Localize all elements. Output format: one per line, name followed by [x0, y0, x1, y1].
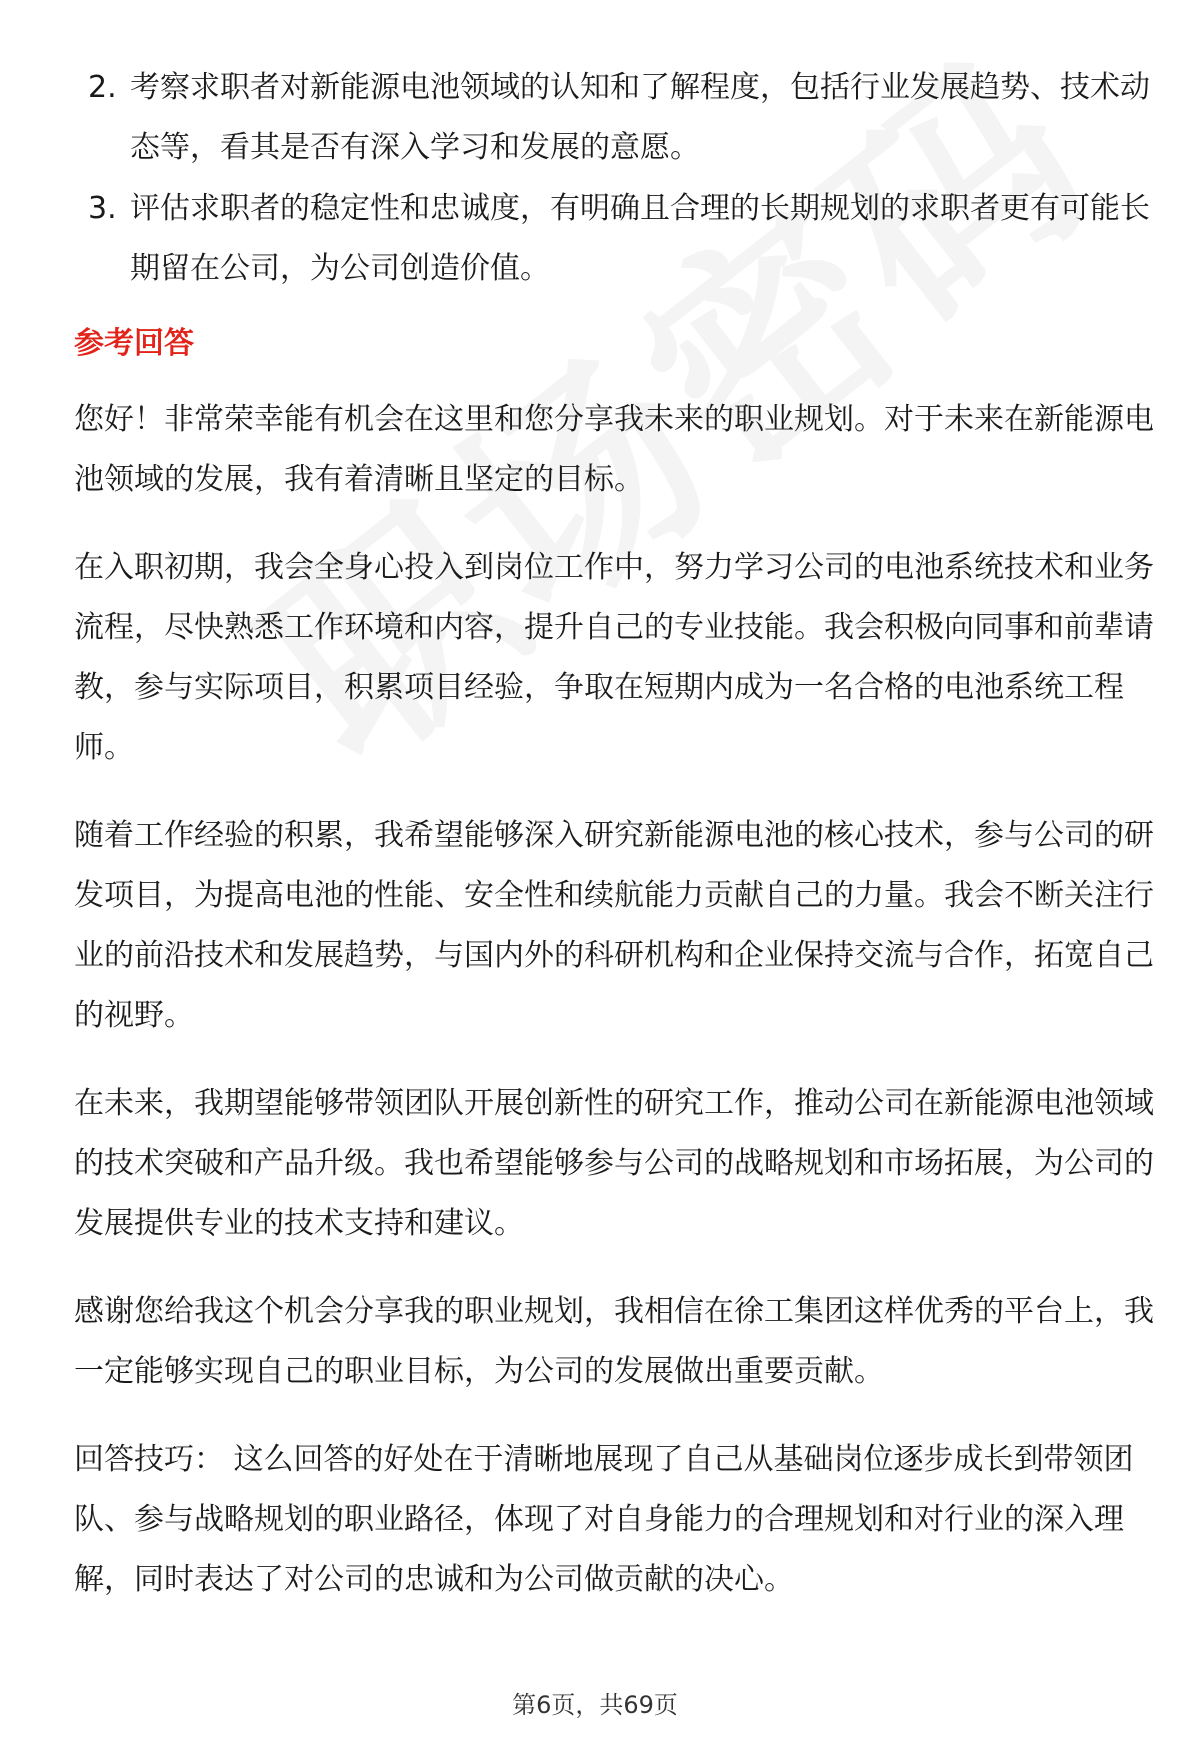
list-item — [74, 58, 1154, 178]
answer-paragraph: 您好！非常荣幸能有机会在这里和您分享我未来的职业规划。对于未来在新能源电池领域的发展，我有着清晰且坚定的目标。 — [74, 402, 1154, 497]
section-title: 参考回答 — [74, 326, 194, 361]
answer-paragraph: 随着工作经验的积累，我希望能够深入研究新能源电池的核心技术，参与公司的研发项目，为提高电池的性能、安全性和续航能力贡献自己的力量。我会不断关注行业的前沿技术和发展趋势，与国内外的科研机构和企业保持交流与合作，拓宽自己的视野。 — [74, 818, 1154, 1033]
list-item-text: 评估求职者的稳定性和忠诚度，有明确且合理的长期规划的求职者更有可能长期留在公司，为公司创造价值。 — [130, 191, 1150, 286]
list-item-text: 考察求职者对新能源电池领域的认知和了解程度，包括行业发展趋势、技术动态等，看其是否有深入学习和发展的意愿。 — [130, 70, 1150, 165]
answer-paragraph: 在未来，我期望能够带领团队开展创新性的研究工作，推动公司在新能源电池领域的技术突破和产品升级。我也希望能够参与公司的战略规划和市场拓展，为公司的发展提供专业的技术支持和建议。 — [74, 1086, 1154, 1241]
page-content — [74, 58, 1154, 1638]
answer-paragraph: 感谢您给我这个机会分享我的职业规划，我相信在徐工集团这样优秀的平台上，我一定能够实现自己的职业目标，为公司的发展做出重要贡献。 — [74, 1294, 1154, 1389]
evaluation-criteria-list — [74, 58, 1154, 299]
list-item-number: 3. — [88, 191, 117, 226]
page-number: 第6页，共69页 — [512, 1691, 678, 1719]
answer-tips-paragraph: 回答技巧： 这么回答的好处在于清晰地展现了自己从基础岗位逐步成长到带领团队、参与战略规划的职业路径，体现了对自身能力的合理规划和对行业的深入理解，同时表达了对公司的忠诚和为公司做贡献的决心。 — [74, 1442, 1134, 1597]
list-item-number: 2. — [88, 70, 117, 105]
answer-paragraph: 在入职初期，我会全身心投入到岗位工作中，努力学习公司的电池系统技术和业务流程，尽快熟悉工作环境和内容，提升自己的专业技能。我会积极向同事和前辈请教，参与实际项目，积累项目经验，争取在短期内成为一名合格的电池系统工程师。 — [74, 550, 1154, 765]
list-item — [74, 179, 1154, 299]
